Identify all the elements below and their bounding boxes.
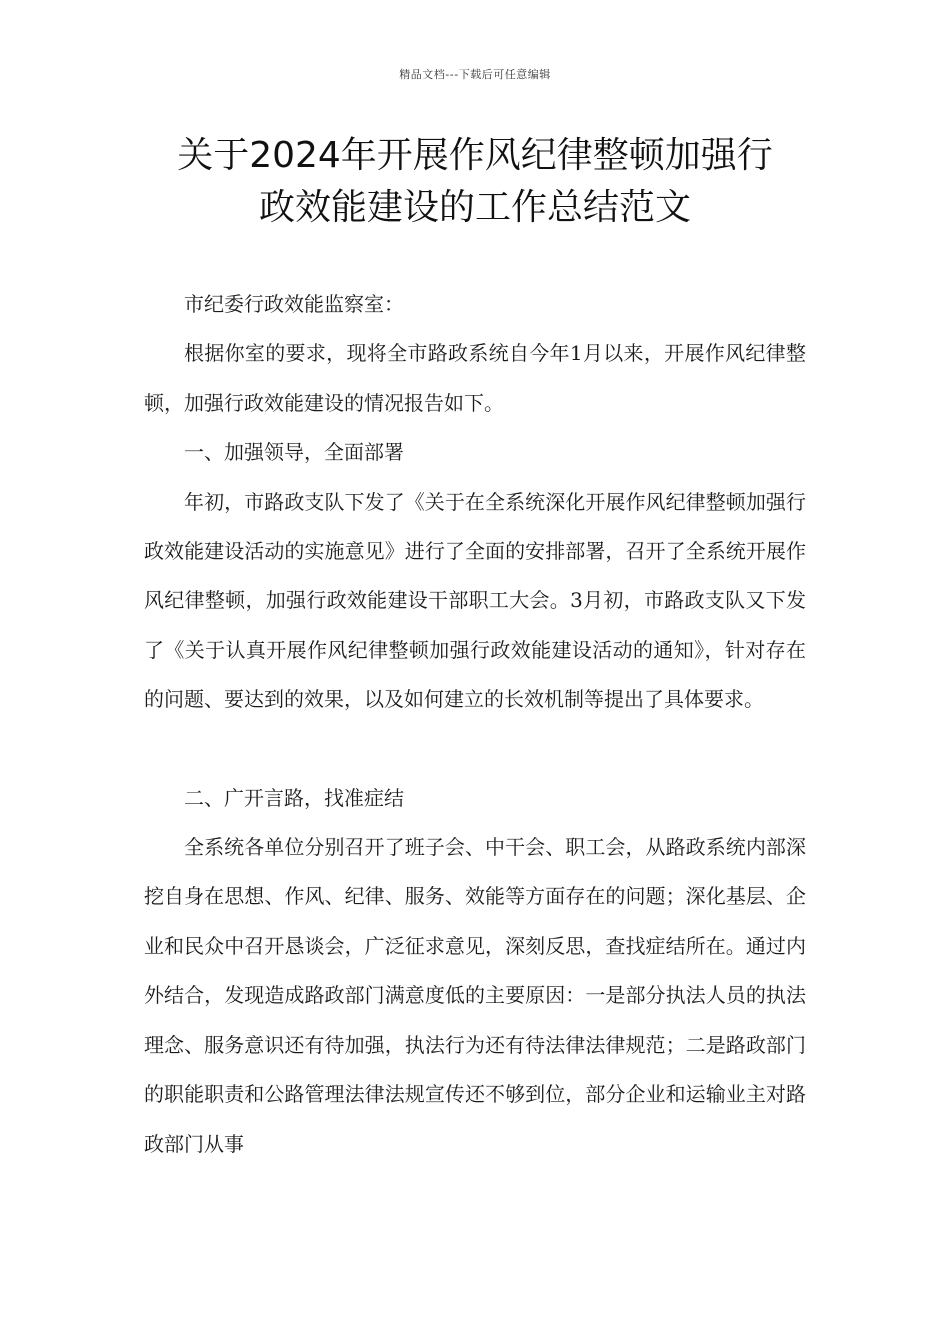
document-title (130, 130, 820, 234)
section-1-heading: 一、加强领导，全面部署 (184, 440, 404, 465)
section-2-heading: 二、广开言路，找准症结 (184, 785, 404, 810)
title-line-2: 政效能建设的工作总结范文 (258, 187, 691, 228)
intro-paragraph: 根据你室的要求，现将全市路政系统自今年1月以来，开展作风纪律整顿，加强行政效能建设的情况报告如下。 (144, 341, 806, 415)
document-body (144, 280, 806, 1169)
title-line-1: 关于2024年开展作风纪律整顿加强行 (177, 135, 773, 176)
addressee-paragraph: 市纪委行政效能监察室： (184, 292, 404, 316)
header-note: 精品文档---下载后可任意编辑 (399, 68, 551, 81)
section-1-paragraph: 年初，市路政支队下发了《关于在全系统深化开展作风纪律整顿加强行政效能建设活动的实施意见》进行了全面的安排部署，召开了全系统开展作风纪律整顿，加强行政效能建设干部职工大会。3月初，市路政支队又下发了《关于认真开展作风纪律整顿加强行政效能建设活动的通知》，针对存在的问题、要达到的效果，以及如何建立的长效机制等提出了具体要求。 (144, 489, 806, 712)
section-2-paragraph: 全系统各单位分别召开了班子会、中干会、职工会，从路政系统内部深挖自身在思想、作风、纪律、服务、效能等方面存在的问题；深化基层、企业和民众中召开恳谈会，广泛征求意见，深刻反思，查找症结所在。通过内外结合，发现造成路政部门满意度低的主要原因：一是部分执法人员的执法理念、服务意识还有待加强，执法行为还有待法律法律规范；二是路政部门的职能职责和公路管理法律法规宣传还不够到位，部分企业和运输业主对路政部门从事 (144, 835, 806, 1156)
